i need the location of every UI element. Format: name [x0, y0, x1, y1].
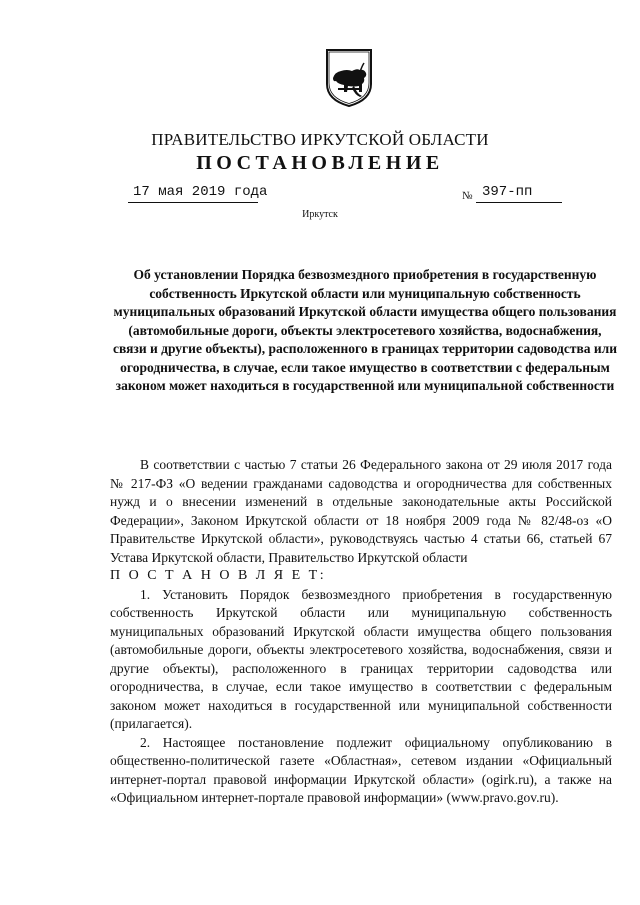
number-sign: № [462, 190, 473, 202]
document-type: ПОСТАНОВЛЕНИЕ [196, 152, 444, 174]
government-title: ПРАВИТЕЛЬСТВО ИРКУТСКОЙ ОБЛАСТИ [151, 130, 489, 149]
preamble-paragraph: В соответствии с частью 7 статьи 26 Федерального закона от 29 июля 2017 года № 217-ФЗ «О ведении гражданами садоводства и огородничества для собственных нужд и о внесении изменений в отдельные законодательные акты Российской Федерации», Законом Иркутской области от 18 ноября 2009 года № 82/48-оз «О Правительстве Иркутской области», руководствуясь частью 4 статьи 66, статьей 67 Устава Иркутской области, Правительство Иркутской области [110, 457, 612, 565]
document-date: 17 мая 2019 года [133, 184, 268, 200]
document-number: 397-пп [482, 184, 533, 200]
item-2-paragraph: 2. Настоящее постановление подлежит официальному опубликованию в общественно-политической газете «Областная», сетевом издании «Официальный интернет-портал правовой информации Иркутской области» (ogirk.ru), а также на «Официальном интернет-портале правовой информации» (www.pravo.gov.ru). [110, 734, 612, 805]
date-underline [128, 202, 258, 203]
item-1-paragraph: 1. Установить Порядок безвозмездного приобретения в государственную собственность Иркутской области или муниципальную собственность муниципальных образований Иркутской области имущества общего пользования (автомобильные дороги, объекты электросетевого хозяйства, водоснабжения, связи и другие объекты), расположенного в границах территории садоводства или огородничества, в случае, если такое имущество в соответствии с федеральным законом может находиться в государственной или муниципальной собственности (прилагается). [110, 586, 612, 731]
city: Иркутск [302, 209, 338, 220]
number-underline [476, 202, 562, 203]
document-subject: Об установлении Порядка безвозмездного приобретения в государственную собственность Иркутской области или муниципальную собственность муниципальных образований Иркутской области имущества общего пользования (автомобильные дороги, объекты электросетевого хозяйства, водоснабжения, связи и другие объекты), расположенного в границах территории садоводства или огородничества, в случае, если такое имущество в соответствии с федеральным законом может находиться в государственной или муниципальной собственности [113, 267, 617, 393]
decree-heading: П О С Т А Н О В Л Я Е Т: [110, 568, 327, 583]
document-body [110, 456, 612, 808]
coat-of-arms-icon [324, 48, 374, 108]
